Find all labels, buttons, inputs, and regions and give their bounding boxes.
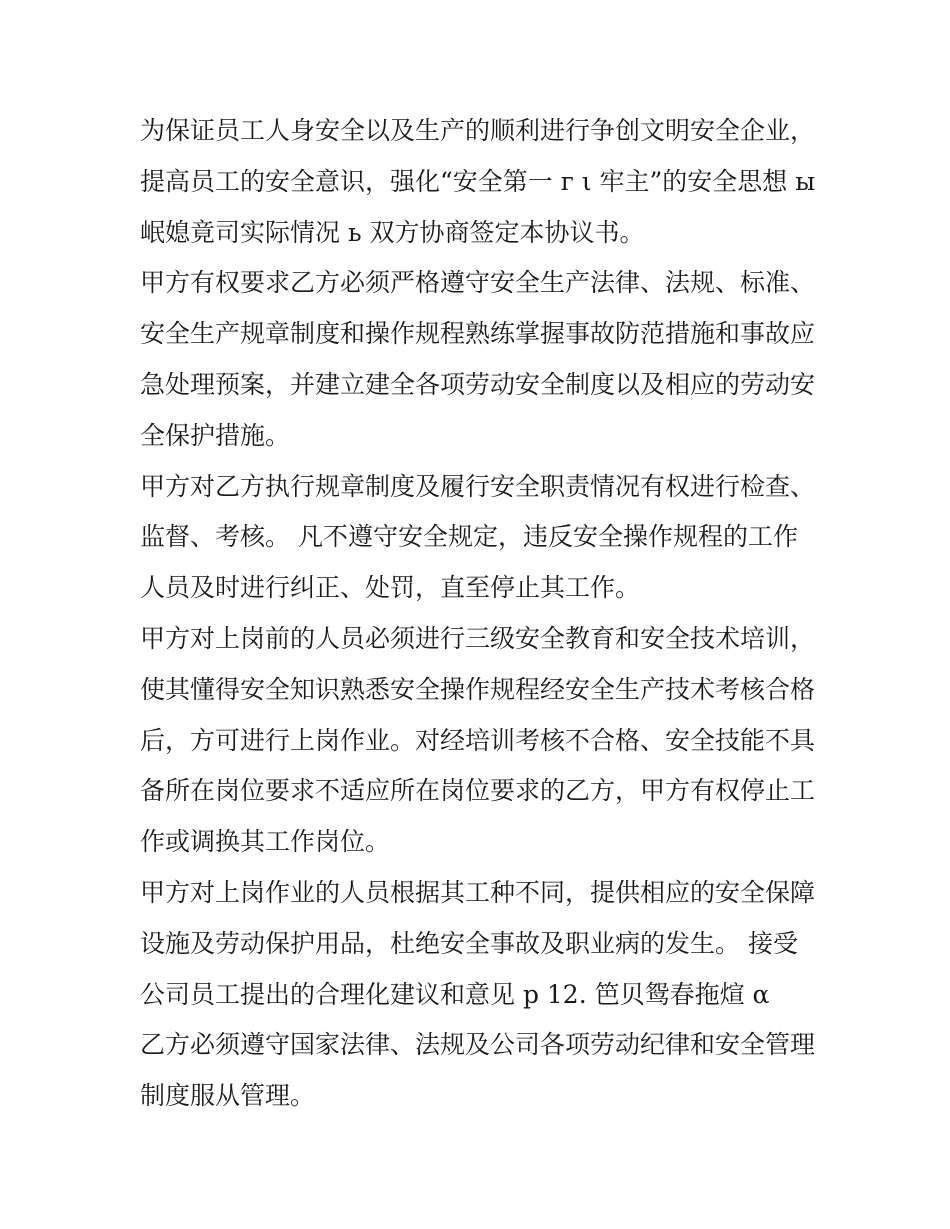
text-line: 甲方对乙方执行规章制度及履行安全职责情况有权进行检查、 — [140, 471, 816, 501]
text-line: 安全生产规章制度和操作规程熟练掌握事故防范措施和事故应 — [140, 319, 816, 349]
text-line: 提高员工的安全意识，强化“安全第一 г ι 牢主”的安全思想 ы — [140, 166, 816, 196]
text-line: 全保护措施。 — [140, 420, 291, 450]
text-line: 为保证员工人身安全以及生产的顺利进行争创文明安全企业， — [140, 116, 816, 145]
text-line: 甲方有权要求乙方必须严格遵守安全生产法律、法规、标准、 — [140, 268, 816, 298]
text-line: 甲方对上岗作业的人员根据其工种不同，提供相应的安全保障 — [140, 877, 816, 907]
text-line: 使其懂得安全知识熟悉安全操作规程经安全生产技术考核合格 — [140, 674, 816, 704]
text-line: 备所在岗位要求不适应所在岗位要求的乙方，甲方有权停止工 — [140, 776, 816, 806]
text-line: 监督、考核。 凡不遵守安全规定，违反安全操作规程的工作 — [140, 522, 798, 552]
text-line: 岷媳竟司实际情况 ь 双方协商签定本协议书。 — [140, 217, 645, 247]
text-line: 乙方必须遵守国家法律、法规及公司各项劳动纪律和安全管理 — [140, 1030, 816, 1060]
text-line: 甲方对上岗前的人员必须进行三级安全教育和安全技术培训， — [140, 623, 816, 653]
text-line: 急处理预案，并建立建全各项劳动安全制度以及相应的劳动安 — [140, 369, 816, 399]
text-line: 设施及劳动保护用品，杜绝安全事故及职业病的发生。 接受 — [140, 928, 798, 958]
text-line: 制度服从管理。 — [140, 1081, 316, 1111]
text-line: 人员及时进行纠正、处罚，直至停止其工作。 — [140, 573, 641, 603]
text-line: 作或调换其工作岗位。 — [140, 827, 391, 857]
document-body — [140, 106, 820, 1122]
text-line: 公司员工提出的合理化建议和意见 p 12. 笆贝鸳春拖煊 α — [140, 979, 770, 1009]
text-line: 后，方可进行上岗作业。对经培训考核不合格、安全技能不具 — [140, 725, 816, 755]
